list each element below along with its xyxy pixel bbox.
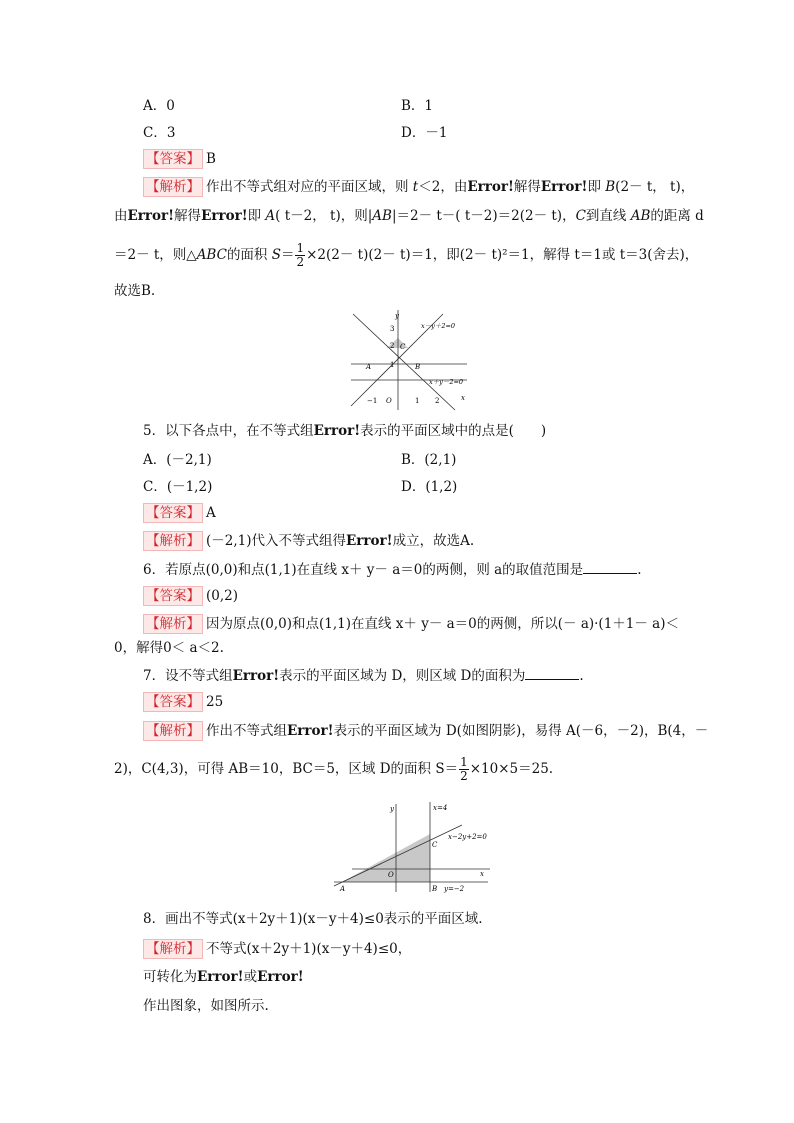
svg-text:−1: −1 bbox=[367, 397, 378, 405]
q4-region-figure bbox=[345, 306, 475, 412]
svg-text:C: C bbox=[432, 841, 438, 849]
svg-text:B: B bbox=[415, 363, 421, 371]
svg-text:B: B bbox=[432, 885, 438, 893]
q5-option-b: B．(2,1) bbox=[401, 452, 457, 468]
q5-option-c: C．(－1,2) bbox=[143, 479, 213, 495]
analysis-tag: 【解析】 bbox=[143, 177, 203, 197]
svg-text:A: A bbox=[340, 885, 346, 893]
q4-option-c: C．3 bbox=[143, 125, 176, 141]
analysis-tag: 【解析】 bbox=[143, 721, 203, 741]
svg-text:x: x bbox=[480, 870, 484, 878]
analysis-tag: 【解析】 bbox=[143, 614, 203, 634]
shaded-region bbox=[342, 834, 430, 882]
q5-analysis: 【解析】 (－2,1)代入不等式组得Error!成立，故选A. bbox=[143, 530, 474, 552]
answer-tag: 【答案】 bbox=[143, 692, 203, 712]
svg-text:O: O bbox=[386, 397, 392, 405]
svg-text:O: O bbox=[388, 871, 394, 879]
svg-text:1: 1 bbox=[390, 361, 395, 369]
svg-text:y: y bbox=[395, 312, 399, 320]
answer-tag: 【答案】 bbox=[143, 149, 203, 169]
answer-tag: 【答案】 bbox=[143, 586, 203, 606]
q5-stem: 5．以下各点中，在不等式组Error!表示的平面区域中的点是( ) bbox=[143, 423, 547, 439]
q4-analysis-line-2: 由Error!解得Error!即 A( t－2， t)，则|AB|＝2－ t－( t－2)＝2(2－ t)，C到直线 AB的距离 d bbox=[114, 208, 704, 224]
q4-analysis-line-4: 故选B. bbox=[114, 283, 156, 299]
q5-option-a: A．(－2,1) bbox=[143, 452, 212, 468]
analysis-tag: 【解析】 bbox=[143, 939, 203, 959]
q7-answer: 【答案】 25 bbox=[143, 691, 223, 713]
q5-option-d: D．(1,2) bbox=[401, 479, 458, 495]
svg-text:A: A bbox=[366, 363, 372, 371]
fraction-half: $\frac{1}{2}$ bbox=[296, 241, 305, 269]
q4-analysis-line-1: 【解析】 作出不等式组对应的平面区域，则 t＜2，由Error!解得Error!即 B(2－ t， t)， bbox=[143, 176, 694, 198]
answer-blank bbox=[583, 559, 637, 574]
q7-analysis-line-2: 2)，C(4,3)，可得 AB＝10，BC＝5，区域 D的面积 S＝ $\frac{1}{2}$ ×10×5＝25. bbox=[114, 755, 554, 783]
svg-text:x−2y+2=0: x−2y+2=0 bbox=[448, 833, 487, 841]
q4-analysis-line-3: ＝2－ t，则△ABC的面积 S＝ $\frac{1}{2}$ ×2(2－ t)(2－ t)＝1，即(2－ t)²＝1，解得 t＝1或 t＝3(舍去)， bbox=[114, 241, 699, 269]
q4-option-d: D．－1 bbox=[401, 125, 448, 141]
svg-text:x－y＋2=0: x－y＋2=0 bbox=[421, 322, 456, 330]
svg-text:x: x bbox=[461, 394, 465, 402]
q6-stem: 6．若原点(0,0)和点(1,1)在直线 x＋ y－ a＝0的两侧，则 a的取值范围是 . bbox=[143, 559, 641, 581]
answer-tag: 【答案】 bbox=[143, 503, 203, 523]
q6-analysis-line-1: 【解析】 因为原点(0,0)和点(1,1)在直线 x＋ y－ a＝0的两侧，所以(－ a)·(1＋1－ a)＜ bbox=[143, 613, 679, 635]
q4-option-a: A．0 bbox=[143, 98, 175, 114]
svg-text:y=−2: y=−2 bbox=[444, 885, 465, 893]
svg-text:x＋y－2=0: x＋y－2=0 bbox=[429, 378, 464, 386]
q8-stem: 8．画出不等式(x＋2y＋1)(x－y＋4)≤0表示的平面区域. bbox=[143, 911, 483, 927]
q4-option-b: B．1 bbox=[401, 98, 434, 114]
svg-text:3: 3 bbox=[390, 325, 395, 333]
q7-analysis-line-1: 【解析】 作出不等式组Error!表示的平面区域为 D(如图阴影)，易得 A(－6，－2)，B(4，－ bbox=[143, 720, 708, 742]
svg-text:2: 2 bbox=[390, 342, 395, 350]
svg-text:y: y bbox=[390, 805, 394, 813]
q8-analysis-line-3: 作出图象，如图所示. bbox=[143, 998, 269, 1014]
answer-value: B bbox=[206, 151, 216, 167]
q4-answer bbox=[143, 148, 216, 170]
q5-answer: 【答案】 A bbox=[143, 502, 216, 524]
q6-answer: 【答案】 (0,2) bbox=[143, 585, 238, 607]
fraction-half: $\frac{1}{2}$ bbox=[460, 755, 468, 783]
svg-text:x=4: x=4 bbox=[433, 804, 448, 812]
svg-text:C: C bbox=[400, 343, 406, 351]
q6-analysis-line-2: 0，解得0＜ a＜2. bbox=[114, 640, 224, 656]
svg-text:1: 1 bbox=[415, 397, 420, 405]
q8-analysis-line-1: 【解析】 不等式(x＋2y＋1)(x－y＋4)≤0， bbox=[143, 938, 411, 960]
q7-stem: 7．设不等式组Error!表示的平面区域为 D，则区域 D的面积为 . bbox=[143, 665, 584, 687]
q7-region-figure bbox=[330, 798, 492, 894]
q8-analysis-line-2: 可转化为Error!或Error! bbox=[143, 969, 304, 985]
analysis-tag: 【解析】 bbox=[143, 531, 203, 551]
answer-blank bbox=[525, 665, 579, 680]
svg-text:2: 2 bbox=[435, 397, 440, 405]
